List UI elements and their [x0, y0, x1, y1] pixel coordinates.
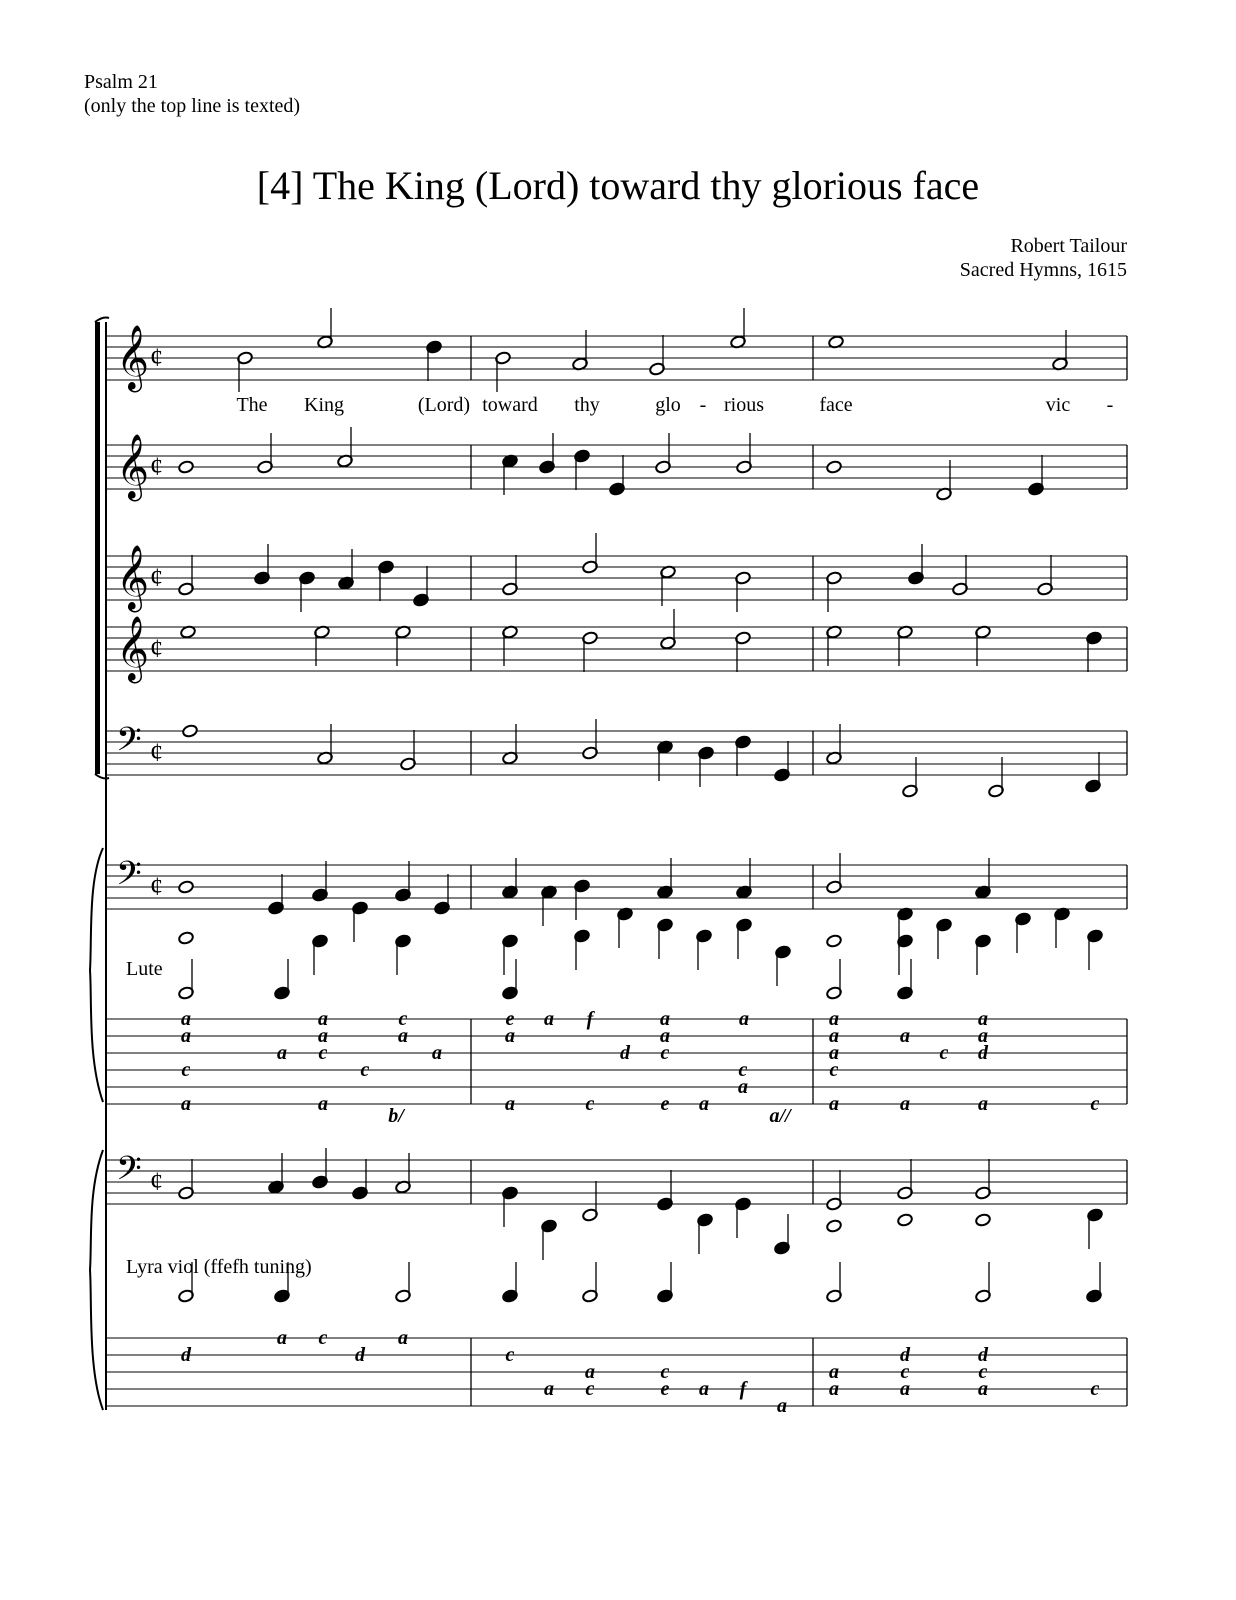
lute-tab-letter: e: [660, 1093, 670, 1115]
lyra-tab-letter: a: [777, 1395, 787, 1417]
lyric-hyphen-end: -: [1106, 394, 1114, 416]
lute-tab-letter: c: [939, 1042, 949, 1064]
lute-tab-letter: a: [738, 1076, 748, 1098]
treble-clef-icon: 𝄞: [116, 434, 150, 499]
time-signature: ¢: [150, 1167, 163, 1196]
lute-ornament-1: b/: [388, 1105, 404, 1127]
lute-tab-letter: a: [699, 1093, 709, 1115]
lyra-tab-letter: a: [398, 1327, 408, 1349]
lute-tab-letter: a: [739, 1008, 749, 1030]
lute-tab-letter: c: [360, 1059, 370, 1081]
lyra-tab-letter: c: [900, 1361, 910, 1383]
lute-tab-letter: a: [900, 1025, 910, 1047]
lyra-tab-letter: a: [277, 1327, 287, 1349]
lyra-viol-label: Lyra viol (ffefh tuning): [126, 1256, 312, 1278]
lyra-tab-letter: a: [699, 1378, 709, 1400]
texting-note: (only the top line is texted): [84, 95, 301, 117]
lute-tab-letter: f: [586, 1008, 594, 1030]
lyric-vic: vic: [1045, 394, 1071, 416]
lute-tab-letter: a: [505, 1025, 515, 1047]
time-signature: ¢: [150, 563, 163, 592]
lyra-tab-letter: c: [585, 1378, 595, 1400]
treble-clef-icon: 𝄞: [116, 325, 150, 390]
half-note: [826, 1219, 843, 1233]
half-note: [178, 931, 195, 945]
half-note: [826, 460, 843, 474]
lyra-tab-letter: c: [318, 1327, 328, 1349]
lyric-glo: glo: [655, 394, 681, 416]
half-note: [897, 1213, 914, 1227]
lute-tab-letter: a: [829, 1025, 839, 1047]
time-signature: ¢: [150, 452, 163, 481]
half-note: [826, 934, 843, 948]
lyra-tab-letter: d: [181, 1344, 191, 1366]
lute-tab-letter: a: [398, 1025, 408, 1047]
lute-tab-letter: a: [318, 1025, 328, 1047]
lyra-tab-letter: a: [585, 1361, 595, 1383]
lute-tab-letter: e: [505, 1008, 515, 1030]
bracket-hook: [95, 318, 109, 323]
lyric-thy: thy: [574, 394, 600, 416]
choir-bracket: [95, 322, 100, 774]
lute-tab-letter: a: [181, 1008, 191, 1030]
lute-brace: [90, 848, 103, 1102]
notes: [178, 308, 1104, 1303]
vocal-staves: [90, 318, 1127, 1411]
lyra-tab-letter: f: [739, 1378, 747, 1400]
lyra-brace: [90, 1150, 103, 1410]
lute-tab-letter: a: [978, 1025, 988, 1047]
lyra-tab-letter: a: [829, 1378, 839, 1400]
lute-tab-letter: a: [978, 1093, 988, 1115]
bass-clef-icon: 𝄢: [116, 721, 142, 767]
lyric-lord: (Lord): [417, 394, 471, 416]
lyra-tab-letter: a: [544, 1378, 554, 1400]
lute-tab-letter: c: [829, 1059, 839, 1081]
lyric-face: face: [819, 394, 853, 416]
lute-tab-letter: c: [738, 1059, 748, 1081]
half-note: [182, 724, 199, 738]
psalm-label: Psalm 21: [84, 71, 158, 93]
lute-tab-letter: c: [660, 1042, 670, 1064]
time-signature: ¢: [150, 738, 163, 767]
lyra-tab-letter: c: [660, 1361, 670, 1383]
bass-clef-icon: 𝄢: [116, 855, 142, 901]
treble-clef-icon: 𝄞: [116, 545, 150, 610]
time-signature: ¢: [150, 634, 163, 663]
half-note: [975, 1213, 992, 1227]
lute-tab-letter: a: [544, 1008, 554, 1030]
lute-tab-letter: a: [829, 1008, 839, 1030]
lyric-the: The: [236, 394, 268, 416]
lyra-tab-letter: a: [900, 1378, 910, 1400]
lyric-king: King: [304, 394, 344, 416]
lute-tab-letter: a: [660, 1008, 670, 1030]
lyric-rious: rious: [724, 394, 764, 416]
lute-tab-letter: c: [398, 1008, 408, 1030]
lyric-hyphen: -: [699, 394, 707, 416]
lute-tab-letter: a: [978, 1008, 988, 1030]
lute-tab-letter: a: [181, 1025, 191, 1047]
lute-tab-letter: a: [432, 1042, 442, 1064]
lyra-tab-letter: c: [978, 1361, 988, 1383]
lute-tab-letter: c: [585, 1093, 595, 1115]
half-note: [178, 460, 195, 474]
lyra-tab-letter: a: [978, 1378, 988, 1400]
lute-tab-letter: c: [1090, 1093, 1100, 1115]
lyra-tab-letter: c: [505, 1344, 515, 1366]
lyra-tab-letter: d: [900, 1344, 910, 1366]
lyra-tab-letter: a: [829, 1361, 839, 1383]
tablature: [106, 1008, 1127, 1417]
lute-tab-letter: a: [829, 1093, 839, 1115]
lyra-tab-letter: d: [355, 1344, 365, 1366]
lute-ornament-2: a//: [769, 1105, 791, 1127]
lute-tab-letter: a: [829, 1042, 839, 1064]
bass-clef-icon: 𝄢: [116, 1150, 142, 1196]
lute-tab-letter: a: [318, 1008, 328, 1030]
lute-tab-letter: d: [978, 1042, 988, 1064]
time-signature: ¢: [150, 343, 163, 372]
lute-tab-letter: a: [318, 1093, 328, 1115]
lute-tab-letter: a: [277, 1042, 287, 1064]
time-signature: ¢: [150, 872, 163, 901]
lute-label: Lute: [126, 958, 163, 980]
lute-tab-letter: a: [181, 1093, 191, 1115]
lute-tab-letter: a: [505, 1093, 515, 1115]
source-citation: Sacred Hymns, 1615: [959, 259, 1127, 281]
composer-name: Robert Tailour: [1010, 235, 1127, 257]
piece-title: [4] The King (Lord) toward thy glorious face: [256, 163, 980, 208]
lute-tab-letter: d: [620, 1042, 630, 1064]
lyric-toward: toward: [482, 394, 538, 416]
half-note: [178, 880, 195, 894]
treble-clef-icon: 𝄞: [116, 616, 150, 681]
lyra-tab-letter: d: [978, 1344, 988, 1366]
lute-tab-letter: c: [318, 1042, 328, 1064]
lyra-tab-letter: e: [660, 1378, 670, 1400]
lute-tab-letter: a: [660, 1025, 670, 1047]
lyra-tab-letter: c: [1090, 1378, 1100, 1400]
lute-tab-letter: a: [900, 1093, 910, 1115]
lute-tab-letter: c: [181, 1059, 191, 1081]
